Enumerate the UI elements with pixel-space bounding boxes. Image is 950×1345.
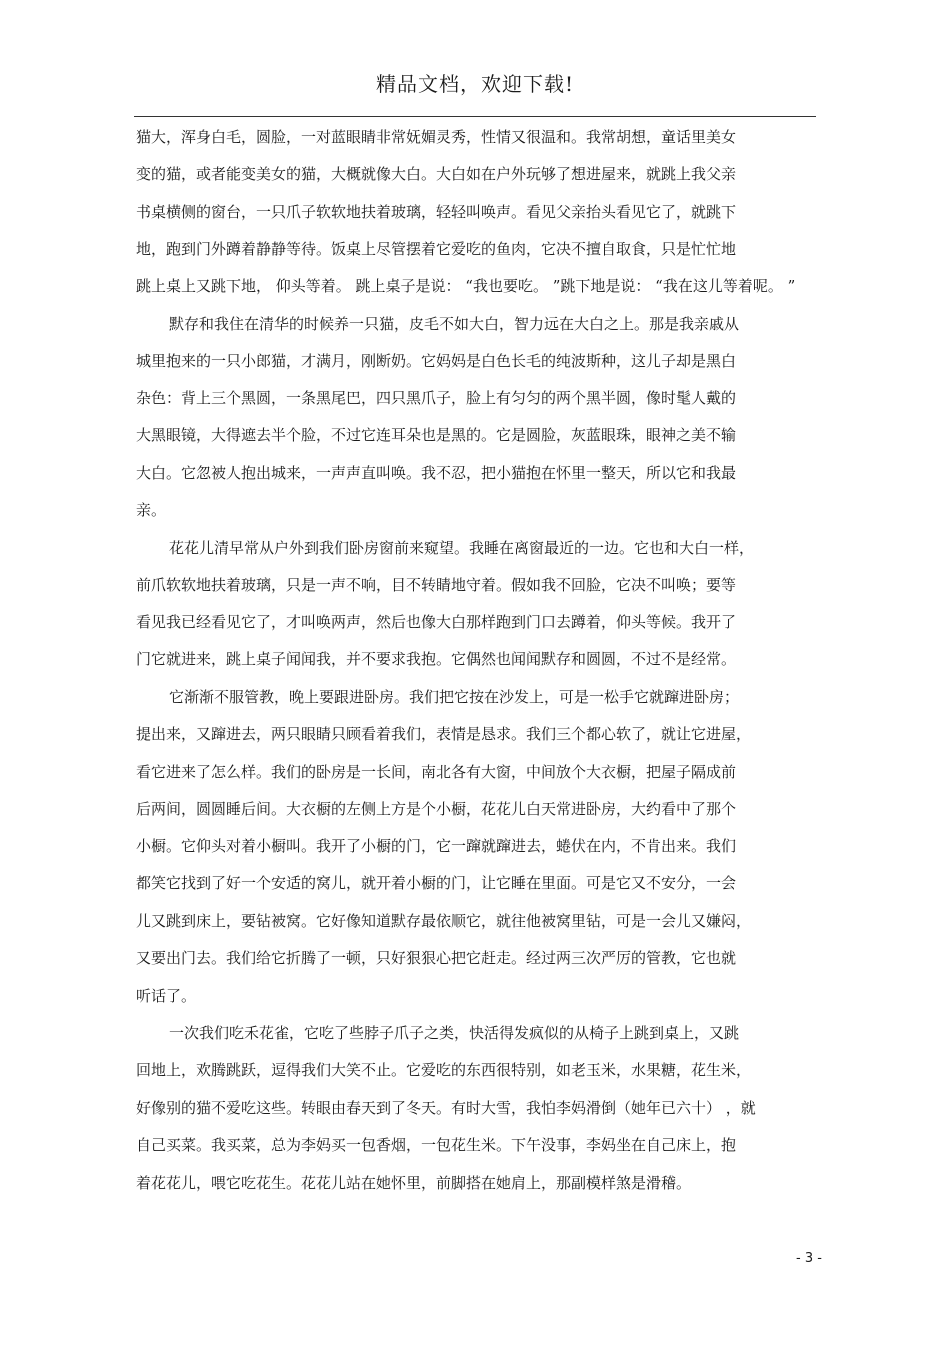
text-line: 大黑眼镜，大得遮去半个脸，不过它连耳朵也是黑的。它是圆脸，灰蓝眼珠，眼神之美不输 <box>136 426 737 444</box>
text-line: 前爪软软地扶着玻璃，只是一声不响，目不转睛地守着。假如我不回脸，它决不叫唤；要等 <box>136 576 737 594</box>
text-line: 看见我已经看见它了，才叫唤两声，然后也像大白那样跑到门口去蹲着，仰头等候。我开了 <box>136 613 737 631</box>
text-line: 看它进来了怎么样。我们的卧房是一长间，南北各有大窗，中间放个大衣橱，把屋子隔成前 <box>136 763 737 781</box>
text-line: 门它就进来，跳上桌子闻闻我，并不要求我抱。它偶然也闻闻默存和圆圆，不过不是经常。 <box>136 650 737 668</box>
text-line: 又要出门去。我们给它折腾了一顿，只好狠狠心把它赶走。经过两三次严厉的管教，它也就 <box>136 949 737 967</box>
text-line: 好像别的猫不爱吃这些。转眼由春天到了冬天。有时大雪，我怕李妈滑倒（她年已六十） ，就 <box>136 1099 756 1117</box>
text-line: 大白。它忽被人抱出城来，一声声直叫唤。我不忍，把小猫抱在怀里一整天，所以它和我最 <box>136 464 737 482</box>
text-line: 它渐渐不服管教，晚上要跟进卧房。我们把它按在沙发上，可是一松手它就蹿进卧房； <box>169 688 740 706</box>
text-line: 听话了。 <box>136 987 197 1005</box>
text-line: 书桌横侧的窗台，一只爪子软软地扶着玻璃，轻轻叫唤声。看见父亲抬头看见它了，就跳下 <box>136 203 737 221</box>
text-line: 跳上桌上又跳下地， 仰头等着。 跳上桌子是说： “我也要吃。 ”跳下地是说： “我在这儿等着呢。 ” <box>136 277 796 295</box>
text-line: 提出来，又蹿进去，两只眼睛只顾看着我们，表情是恳求。我们三个都心软了，就让它进屋， <box>136 725 752 743</box>
text-line: 杂色：背上三个黑圆，一条黑尾巴，四只黑爪子，脸上有匀匀的两个黑半圆，像时髦人戴的 <box>136 389 737 407</box>
text-line: 默存和我住在清华的时候养一只猫，皮毛不如大白，智力远在大白之上。那是我亲戚从 <box>169 315 740 333</box>
text-line: 城里抱来的一只小郎猫，才满月，刚断奶。它妈妈是白色长毛的纯波斯种，这儿子却是黑白 <box>136 352 737 370</box>
page-number: - 3 - <box>796 1251 822 1266</box>
header-rule <box>134 116 816 117</box>
text-line: 后两间，圆圆睡后间。大衣橱的左侧上方是个小橱，花花儿白天常进卧房，大约看中了那个 <box>136 800 737 818</box>
text-line: 儿又跳到床上，要钻被窝。它好像知道默存最依顺它，就往他被窝里钻，可是一会儿又嫌闷， <box>136 912 752 930</box>
text-line: 都笑它找到了好一个安适的窝儿，就开着小橱的门，让它睡在里面。可是它又不安分，一会 <box>136 874 737 892</box>
page-header: 精品文档，欢迎下载! <box>375 72 575 96</box>
text-line: 亲。 <box>136 501 167 519</box>
text-line: 地，跑到门外蹲着静静等待。饭桌上尽管摆着它爱吃的鱼肉，它决不擅自取食，只是忙忙地 <box>136 240 737 258</box>
text-line: 变的猫，或者能变美女的猫，大概就像大白。大白如在户外玩够了想进屋来，就跳上我父亲 <box>136 165 737 183</box>
text-line: 着花花儿，喂它吃花生。花花儿站在她怀里，前脚搭在她肩上，那副模样煞是滑稽。 <box>136 1174 692 1192</box>
text-line: 一次我们吃禾花雀，它吃了些脖子爪子之类，快活得发疯似的从椅子上跳到桌上，又跳 <box>169 1024 740 1042</box>
text-line: 小橱。它仰头对着小橱叫。我开了小橱的门，它一蹿就蹿进去，蜷伏在内，不肯出来。我们 <box>136 837 737 855</box>
text-line: 花花儿清早常从户外到我们卧房窗前来窥望。我睡在离窗最近的一边。它也和大白一样， <box>169 539 755 557</box>
text-line: 回地上，欢腾跳跃，逗得我们大笑不止。它爱吃的东西很特别，如老玉米，水果糖，花生米， <box>136 1061 752 1079</box>
text-line: 自己买菜。我买菜，总为李妈买一包香烟，一包花生米。下午没事，李妈坐在自己床上，抱 <box>136 1136 737 1154</box>
text-line: 猫大，浑身白毛，圆脸，一对蓝眼睛非常妩媚灵秀，性情又很温和。我常胡想，童话里美女 <box>136 128 737 146</box>
